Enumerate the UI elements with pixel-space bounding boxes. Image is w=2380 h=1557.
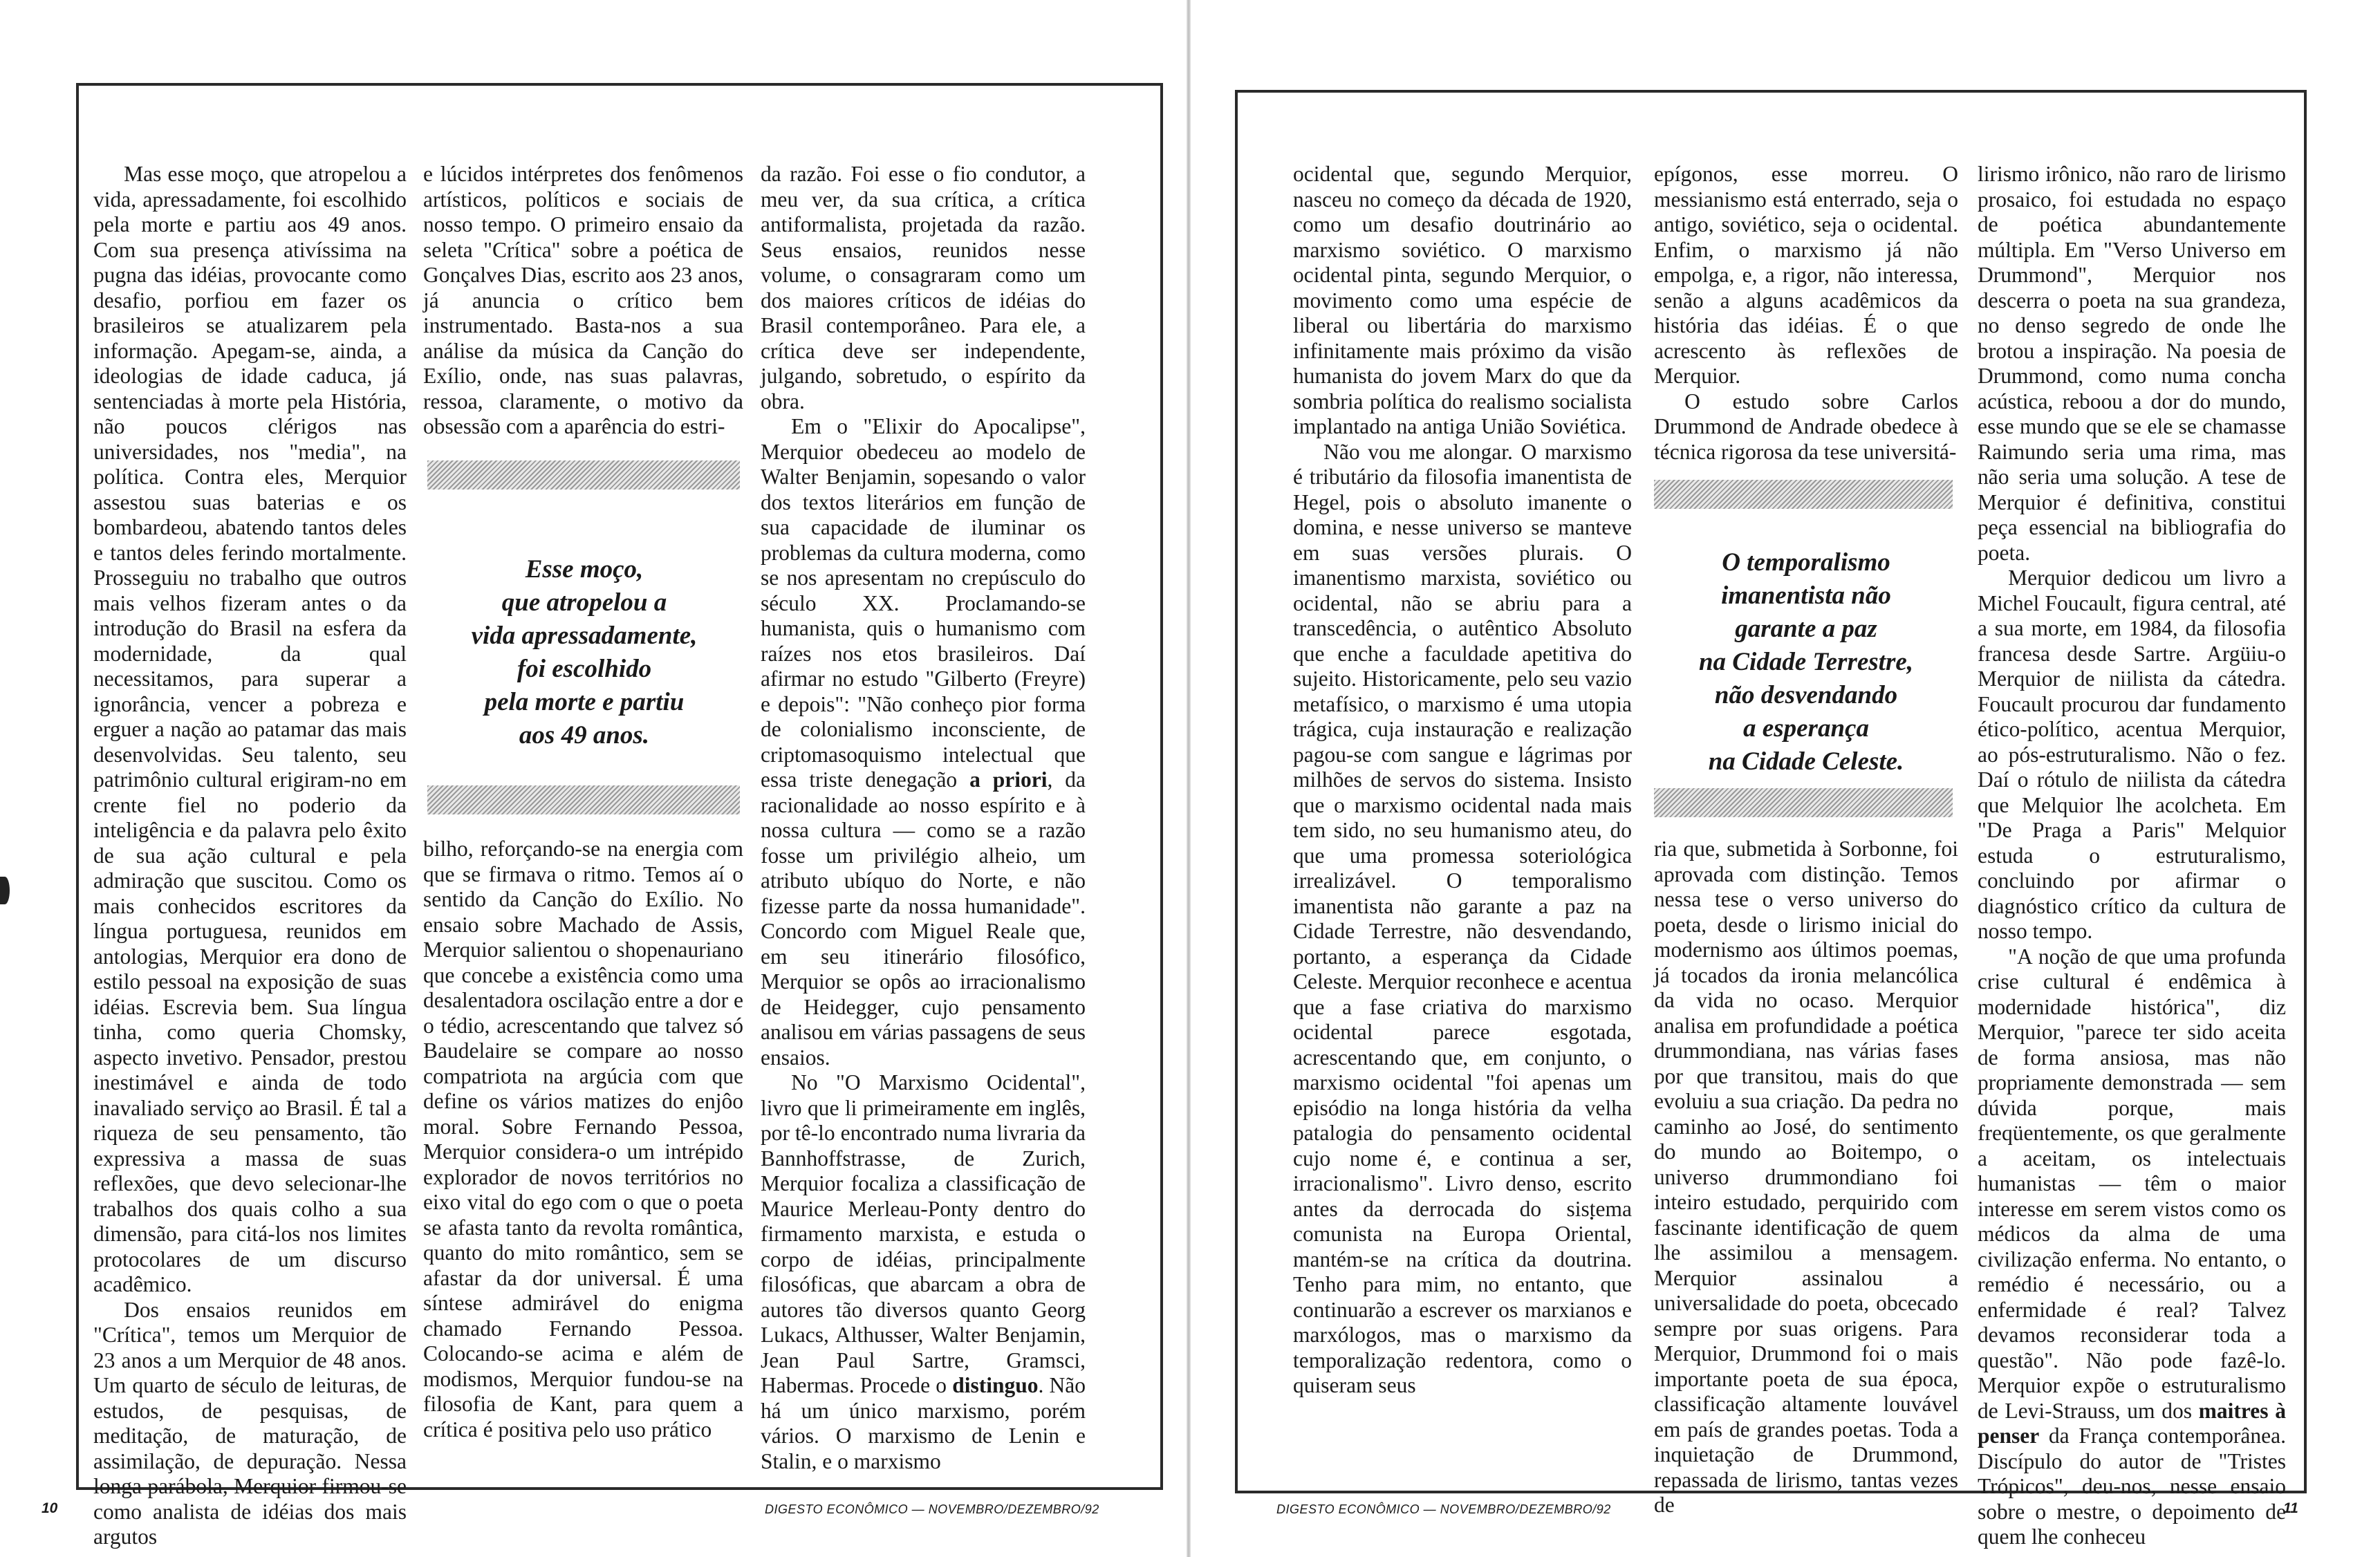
paragraph	[1978, 944, 2286, 1550]
paragraph: Dos ensaios reunidos em "Crítica", temos um Merquior de 23 anos a um Merquior de 48 anos. Um quarto de século de leituras, de estudos, de pesquisas, de meditação, de maturação, de assimilação, de depuração. Nessa longa parábola, Merquior firmou-se como analista de idéias dos mais argutos	[93, 1297, 407, 1549]
text-run: "A noção de que uma profunda crise cultural é endêmica à modernidade histórica", diz Merquior, "parece ter sido aceita de forma ansiosa, mas não propriamente demonstrada — sem dúvida porque, mais freqüentemente, os que geralmente a aceitam, os intelectuais humanistas — têm o maior interesse em serem vistos como os médicos da alma de uma civilização enferma. No entanto, o remédio é necessário, ou a enfermidade é real? Talvez devamos reconsiderar toda a questão". Não pode fazê-lo. Merquior expõe o estruturalismo de Levi-Strauss, um dos	[1978, 944, 2286, 1423]
pullquote-rule-bottom	[1654, 788, 1953, 817]
page-number-left: 10	[41, 1500, 58, 1516]
paragraph: da razão. Foi esse o fio condutor, a meu ver, da sua crítica, a crítica antiformalista, projetada da razão. Seus ensaios, reunidos nesse volume, o consagraram como um dos maiores críticos de idéias do Brasil contemporâneo. Para ele, a crítica deve ser independente, julgando, sobretudo, o espírito da obra.	[761, 162, 1086, 413]
running-footer-right: DIGESTO ECONÔMICO — NOVEMBRO/DEZEMBRO/92	[1276, 1502, 1611, 1516]
spread-fold	[1187, 0, 1191, 1557]
pullquote-line: na Cidade Terrestre,	[1698, 648, 1914, 676]
pullquote-right	[1654, 546, 1958, 778]
running-footer-left: DIGESTO ECONÔMICO — NOVEMBRO/DEZEMBRO/92	[765, 1502, 1099, 1516]
pullquote-rule-top	[427, 460, 740, 490]
paragraph: O estudo sobre Carlos Drummond de Andrade obedece à técnica rigorosa da tese universitá-	[1654, 389, 1958, 464]
pullquote-line: não desvendando	[1714, 681, 1898, 709]
pullquote-line: foi escolhido	[517, 655, 652, 683]
pullquote-line: Esse moço,	[525, 555, 644, 584]
paragraph: lirismo irônico, não raro de lirismo prosaico, foi estudada no espaço de poética abundantemente múltipla. Em "Verso Universo em Drummond", Merquior nos descerra o poeta na sua grandeza, no denso segredo de onde lhe brotou a inspiração. Na poesia de Drummond, como numa concha acústica, reboou a dor do mundo, esse mundo que se ele se chamasse Raimundo seria uma rima, mas não seria uma solução. A tese de Merquior é definitiva, constitui peça essencial na bibliografia do poeta.	[1978, 162, 2286, 565]
paragraph: bilho, reforçando-se na energia com que se firmava o ritmo. Temos aí o sentido da Canção do Exílio. No ensaio sobre Machado de Assis, Merquior salientou o shopenauriano que concebe a existência como uma desalentadora oscilação entre a dor e o tédio, acrescentando que talvez só Baudelaire se compare ao nosso compatriota na argúcia com que define os vários matizes do enjôo moral. Sobre Fernando Pessoa, Merquior considera-o um intrépido explorador de novos territórios no eixo vital do ego com o que o poeta se afasta tanto da revolta romântica, quanto do mito romântico, sem se afastar da dor universal. É uma síntese admirável do enigma chamado Fernando Pessoa. Colocando-se acima e além de modismos, Merquior fundou-se na filosofia de Kant, para quem a crítica é positiva pelo uso prático	[423, 837, 743, 1442]
pullquote-line: imanentista não	[1721, 581, 1891, 610]
pullquote-line: a esperança	[1743, 714, 1869, 743]
text-run: . Não há um único marxismo, porém vários. O marxismo de Lenin e Stalin, e o marxismo	[761, 1373, 1086, 1473]
paragraph: ocidental que, segundo Merquior, nasceu no começo da década de 1920, como um desafio doutrinário ao marxismo soviético. O marxismo ocidental pinta, segundo Merquior, o movimento como uma espécie de liberal ou libertária do marxismo infinitamente mais próximo da visão humanista do jovem Marx do que da sombria política do realismo socialista implantado na antiga União Soviética.	[1293, 162, 1632, 438]
pullquote-line: pela morte e partiu	[484, 688, 685, 716]
paragraph: Não vou me alongar. O marxismo é tributário da filosofia imanentista de Hegel, pois o absoluto imanente o domina, e nesse universo se manteve em suas versões plurais. O imanentismo marxista, soviético ou ocidental, não se abriu para a transcedência, o autêntico Absoluto que enche a faculdade apetitiva do sujeito. Historicamente, pelo seu vazio metafísico, o marxismo é uma utopia trágica, cuja instauração e realização pagou-se com sangue e lágrimas por milhões de servos do sistema. Insisto que o marxismo ocidental nada mais tem sido, no seu humanismo ateu, do que uma promessa soteriológica irrealizável. O temporalismo imanentista não garante a paz na Cidade Terrestre, não desvendando, portanto, a esperança da Cidade Celeste. Merquior reconhece e acentua que a fase criativa do marxismo ocidental parece esgotada, acrescentando que, em conjunto, o marxismo ocidental "foi apenas um episódio na longa história da velha patalogia do pensamento ocidental cujo nome é, e continua a ser, irracionalismo". Livro denso, escrito antes da derrocada do sistema comunista na Europa Oriental, mantém-se na crítica da doutrina. Tenho para mim, no entanto, que continuarão a escrever os marxianos e marxólogos, mas o marxismo da temporalização redentora, como o quiseram seus	[1293, 439, 1632, 1397]
article-column-3	[761, 162, 1086, 1474]
pullquote-line: na Cidade Celeste.	[1708, 747, 1904, 776]
paragraph: Merquior dedicou um livro a Michel Foucault, figura central, até a sua morte, em 1984, da filosofia francesa desde Sartre. Argüiu-o Merquior de niilista da cátedra. Foucault procurou dar fundamento ético-político, acentua Merquior, ao pós-estruturalismo. Não o fez. Daí o rótulo de niilista da cátedra que Melquior lhe acolcheta. Em "De Praga a Paris" Melquior estuda o estruturalismo, concluindo por afirmar o diagnóstico crítico da cultura de nosso tempo.	[1978, 566, 2286, 943]
pullquote-line: vida apressadamente,	[471, 622, 698, 650]
paragraph: ria que, submetida à Sorbonne, foi aprovada com distinção. Temos nessa tese o verso universo do poeta, desde o lirismo inicial do modernismo aos últimos poemas, já tocados da ironia melancólica da vida no ocaso. Merquior analisa em profundidade a poética drummondiana, nas várias fases por que transitou, mais do que evoluiu a sua criação. Da pedra no caminho ao José, do sentimento do mundo ao Boitempo, o universo drummondiano foi inteiro estudado, perquirido com fascinante identificação de quem lhe assimilou a mensagem. Merquior assinalou a universalidade do poeta, obcecado sempre por suas origens. Para Merquior, Drummond foi o mais importante poeta de sua época, classificação altamente louvável em país de grandes poetas. Toda a inquietação de Drummond, repassada de lirismo, tantas vezes de	[1654, 837, 1958, 1517]
paragraph: epígonos, esse morreu. O messianismo está enterrado, seja o antigo, soviético, seja o ocidental. Enfim, o marxismo já não empolga, e, a rigor, não interessa, senão a alguns acadêmicos da história das idéias. É o que acrescento às reflexões de Merquior.	[1654, 162, 1958, 388]
article-column-2-continued	[423, 837, 743, 1442]
paragraph	[761, 1070, 1086, 1474]
article-column-2	[423, 162, 743, 440]
article-column-6	[1978, 162, 2286, 1550]
page-number-right: 11	[2283, 1500, 2298, 1516]
text-run: Em o "Elixir do Apocalipse", Merquior obedeceu ao modelo de Walter Benjamin, sopesando o valor dos textos literários em função de sua capacidade de iluminar os problemas da cultura moderna, como se nos apresentam no crepúsculo do século XX. Proclamando-se humanista, quis o humanismo com raízes nos etos brasileiros. Daí afirmar no estudo "Gilberto (Freyre) e depois": "Não conheço pior forma de colonialismo inconsciente, de criptomasoquismo intelectual que essa triste denegação	[761, 414, 1086, 792]
pullquote-line: que atropelou a	[501, 588, 667, 617]
binding-hole	[0, 877, 10, 904]
paragraph: e lúcidos intérpretes dos fenômenos artísticos, políticos e sociais de nosso tempo. O primeiro ensaio da seleta "Crítica" sobre a poética de Gonçalves Dias, escrito aos 23 anos, já anuncia o crítico bem instrumentado. Basta-nos a sua análise da música da Canção do Exílio, onde, nas suas palavras, ressoa, claramente, o motivo da obsessão com a aparência do estri-	[423, 162, 743, 438]
article-column-5	[1654, 162, 1958, 465]
text-run: No "O Marxismo Ocidental", livro que li primeiramente em inglês, por tê-lo encontrado numa livraria da Bannhoffstrasse, de Zurich, Merquior focaliza a classificação de Maurice Merleau-Ponty dentro do firmamento marxista, e estuda o corpo de idéias, principalmente filosóficas, que abarcam a obra de autores tão diversos quanto Georg Lukacs, Althusser, Walter Benjamin, Jean Paul Sartre, Gramsci, Habermas. Procede o	[761, 1070, 1086, 1397]
bold-term: distinguo	[952, 1373, 1039, 1397]
paragraph	[761, 414, 1086, 1070]
bold-term: maitres à penser	[1978, 1398, 2286, 1448]
pullquote-line: O temporalismo	[1722, 548, 1890, 577]
article-column-1	[93, 162, 407, 1550]
pullquote-line: garante a paz	[1735, 615, 1877, 643]
text-run: , da racionalidade ao nosso espírito e à nossa cultura — como se a razão fosse um privilégio alheio, um atributo ubíquo do Norte, e não fizesse parte da nossa humanidade". Concordo com Miguel Reale que, em seu itinerário filosófico, Merquior se opôs ao irracionalismo de Heidegger, cujo pensamento analisou em várias passagens de seus ensaios.	[761, 767, 1086, 1070]
pullquote-rule-top	[1654, 480, 1953, 509]
bold-term: a priori	[969, 767, 1048, 792]
pullquote-rule-bottom	[427, 785, 740, 814]
article-column-4	[1293, 162, 1632, 1399]
pullquote-left	[423, 553, 745, 752]
text-run: da França contemporânea. Discípulo do autor de "Tristes Trópicos", deu-nos, nesse ensaio sobre o mestre, o depoimento de quem lhe conheceu	[1978, 1424, 2286, 1549]
paragraph: Mas esse moço, que atropelou a vida, apressadamente, foi escolhido pela morte e partiu aos 49 anos. Com sua presença ativíssima na pugna das idéias, provocante como desafio, porfiou em fazer os brasileiros se atualizarem pela informação. Apegam-se, ainda, a ideologias de idade caduca, já sentenciadas à morte pela História, não poucos clérigos nas universidades, nos "media", na política. Contra eles, Merquior assestou suas baterias e os bombardeou, abatendo tantos deles e tantos deles ferindo mortalmente. Prosseguiu no trabalho que outros mais velhos fizeram antes o da introdução do Brasil na esfera da modernidade, da qual necessitamos, para superar a ignorância, vencer a pobreza e erguer a nação ao patamar das mais desenvolvidas. Seu talento, seu patrimônio cultural erigiram-no em crente fiel no poderio da inteligência e da palavra pelo êxito de sua ação cultural e pela admiração que suscitou. Como os mais conhecidos escritores da língua portuguesa, reunidos em antologias, Merquior era dono de estilo pessoal na exposição de suas idéias. Escrevia bem. Sua língua tinha, como queria Chomsky, aspecto invetivo. Pensador, prestou inestimável e ainda de todo inavaliado serviço ao Brasil. É tal a riqueza de seu pensamento, tão expressiva a massa de suas reflexões, que devo selecionar-lhe trabalhos dos quais colho a sua dimensão, para citá-los nos limites protocolares de um discurso acadêmico.	[93, 162, 407, 1296]
article-column-5-continued	[1654, 837, 1958, 1518]
pullquote-line: aos 49 anos.	[519, 721, 650, 749]
